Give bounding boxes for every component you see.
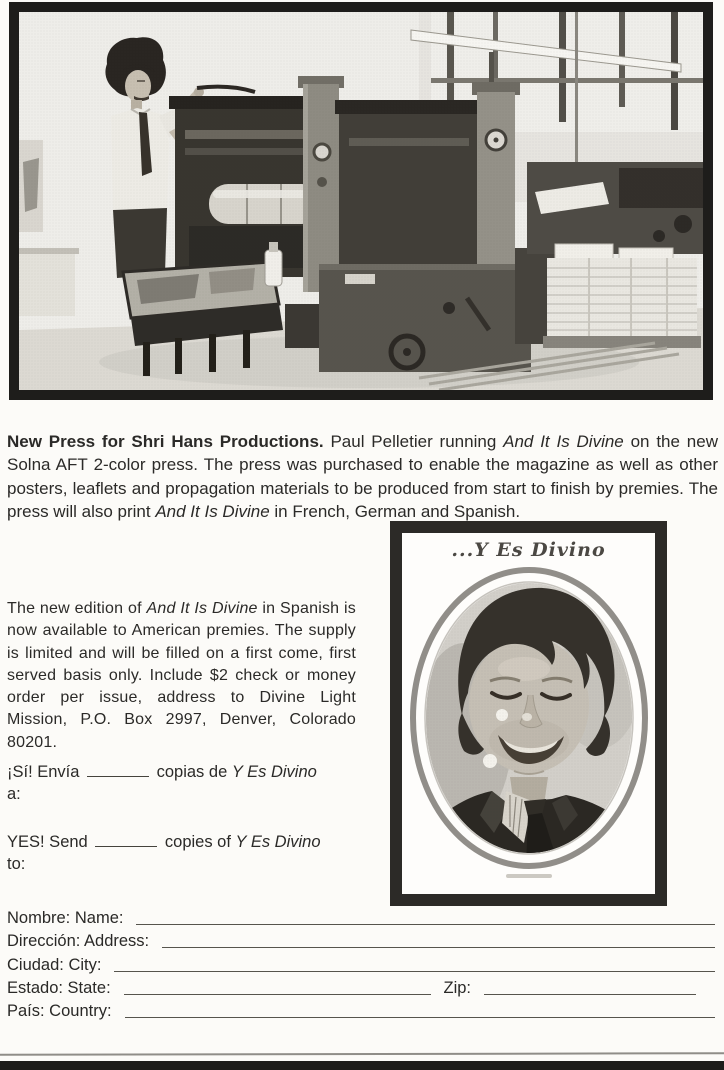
city-label: Ciudad: City: <box>7 955 102 974</box>
form-row-state-zip <box>7 977 717 1000</box>
form-row-country <box>7 1000 717 1023</box>
city-fill-line[interactable] <box>114 971 715 972</box>
next-page-photo-edge <box>0 1061 724 1070</box>
intro-paragraph: The new edition of And It Is Divine in Spanish is now available to American premies. The supply is limited and will be filled on a first come, first served basis only. Include $2 check or money order per issue, address to Divine Light Mission, P.O. Box 2997, Denver, Colorado 80201. <box>7 600 356 751</box>
press-photo-illustration <box>19 12 703 390</box>
coupon-english: YES! Send copies of Y Es Divino to: <box>7 832 321 873</box>
state-fill-line[interactable] <box>124 994 432 995</box>
portrait-title: ...Y Es Divino <box>451 539 606 561</box>
state-label: Estado: State: <box>7 978 111 997</box>
form-row-city <box>7 953 717 976</box>
name-fill-line[interactable] <box>136 924 715 925</box>
portrait-illustration <box>406 565 652 871</box>
coupon-spanish: ¡Sí! Envía copias de Y Es Divino a: <box>7 762 317 803</box>
page-edge-rule <box>0 1052 724 1056</box>
portrait-frame <box>390 521 667 906</box>
zip-fill-line[interactable] <box>484 994 696 995</box>
press-photo-frame <box>9 2 713 400</box>
country-fill-line[interactable] <box>125 1017 715 1018</box>
form-row-name <box>7 907 717 930</box>
address-label: Dirección: Address: <box>7 932 150 951</box>
zip-label: Zip: <box>443 978 471 997</box>
address-fill-line[interactable] <box>162 947 715 948</box>
photo-credit-smudge <box>506 874 552 878</box>
order-form <box>7 907 717 1023</box>
country-label: País: Country: <box>7 1001 112 1020</box>
photo-caption: New Press for Shri Hans Productions. Paul Pelletier running And It Is Divine on the new Solna AFT 2-color press. The press was purchased to enable the magazine as well as other posters, leaflets and propagation materials to be produced from start to finish by premies. The press will also print And It Is Divine in French, German and Spanish. <box>7 432 718 522</box>
name-label: Nombre: Name: <box>7 909 124 928</box>
form-row-address <box>7 930 717 953</box>
